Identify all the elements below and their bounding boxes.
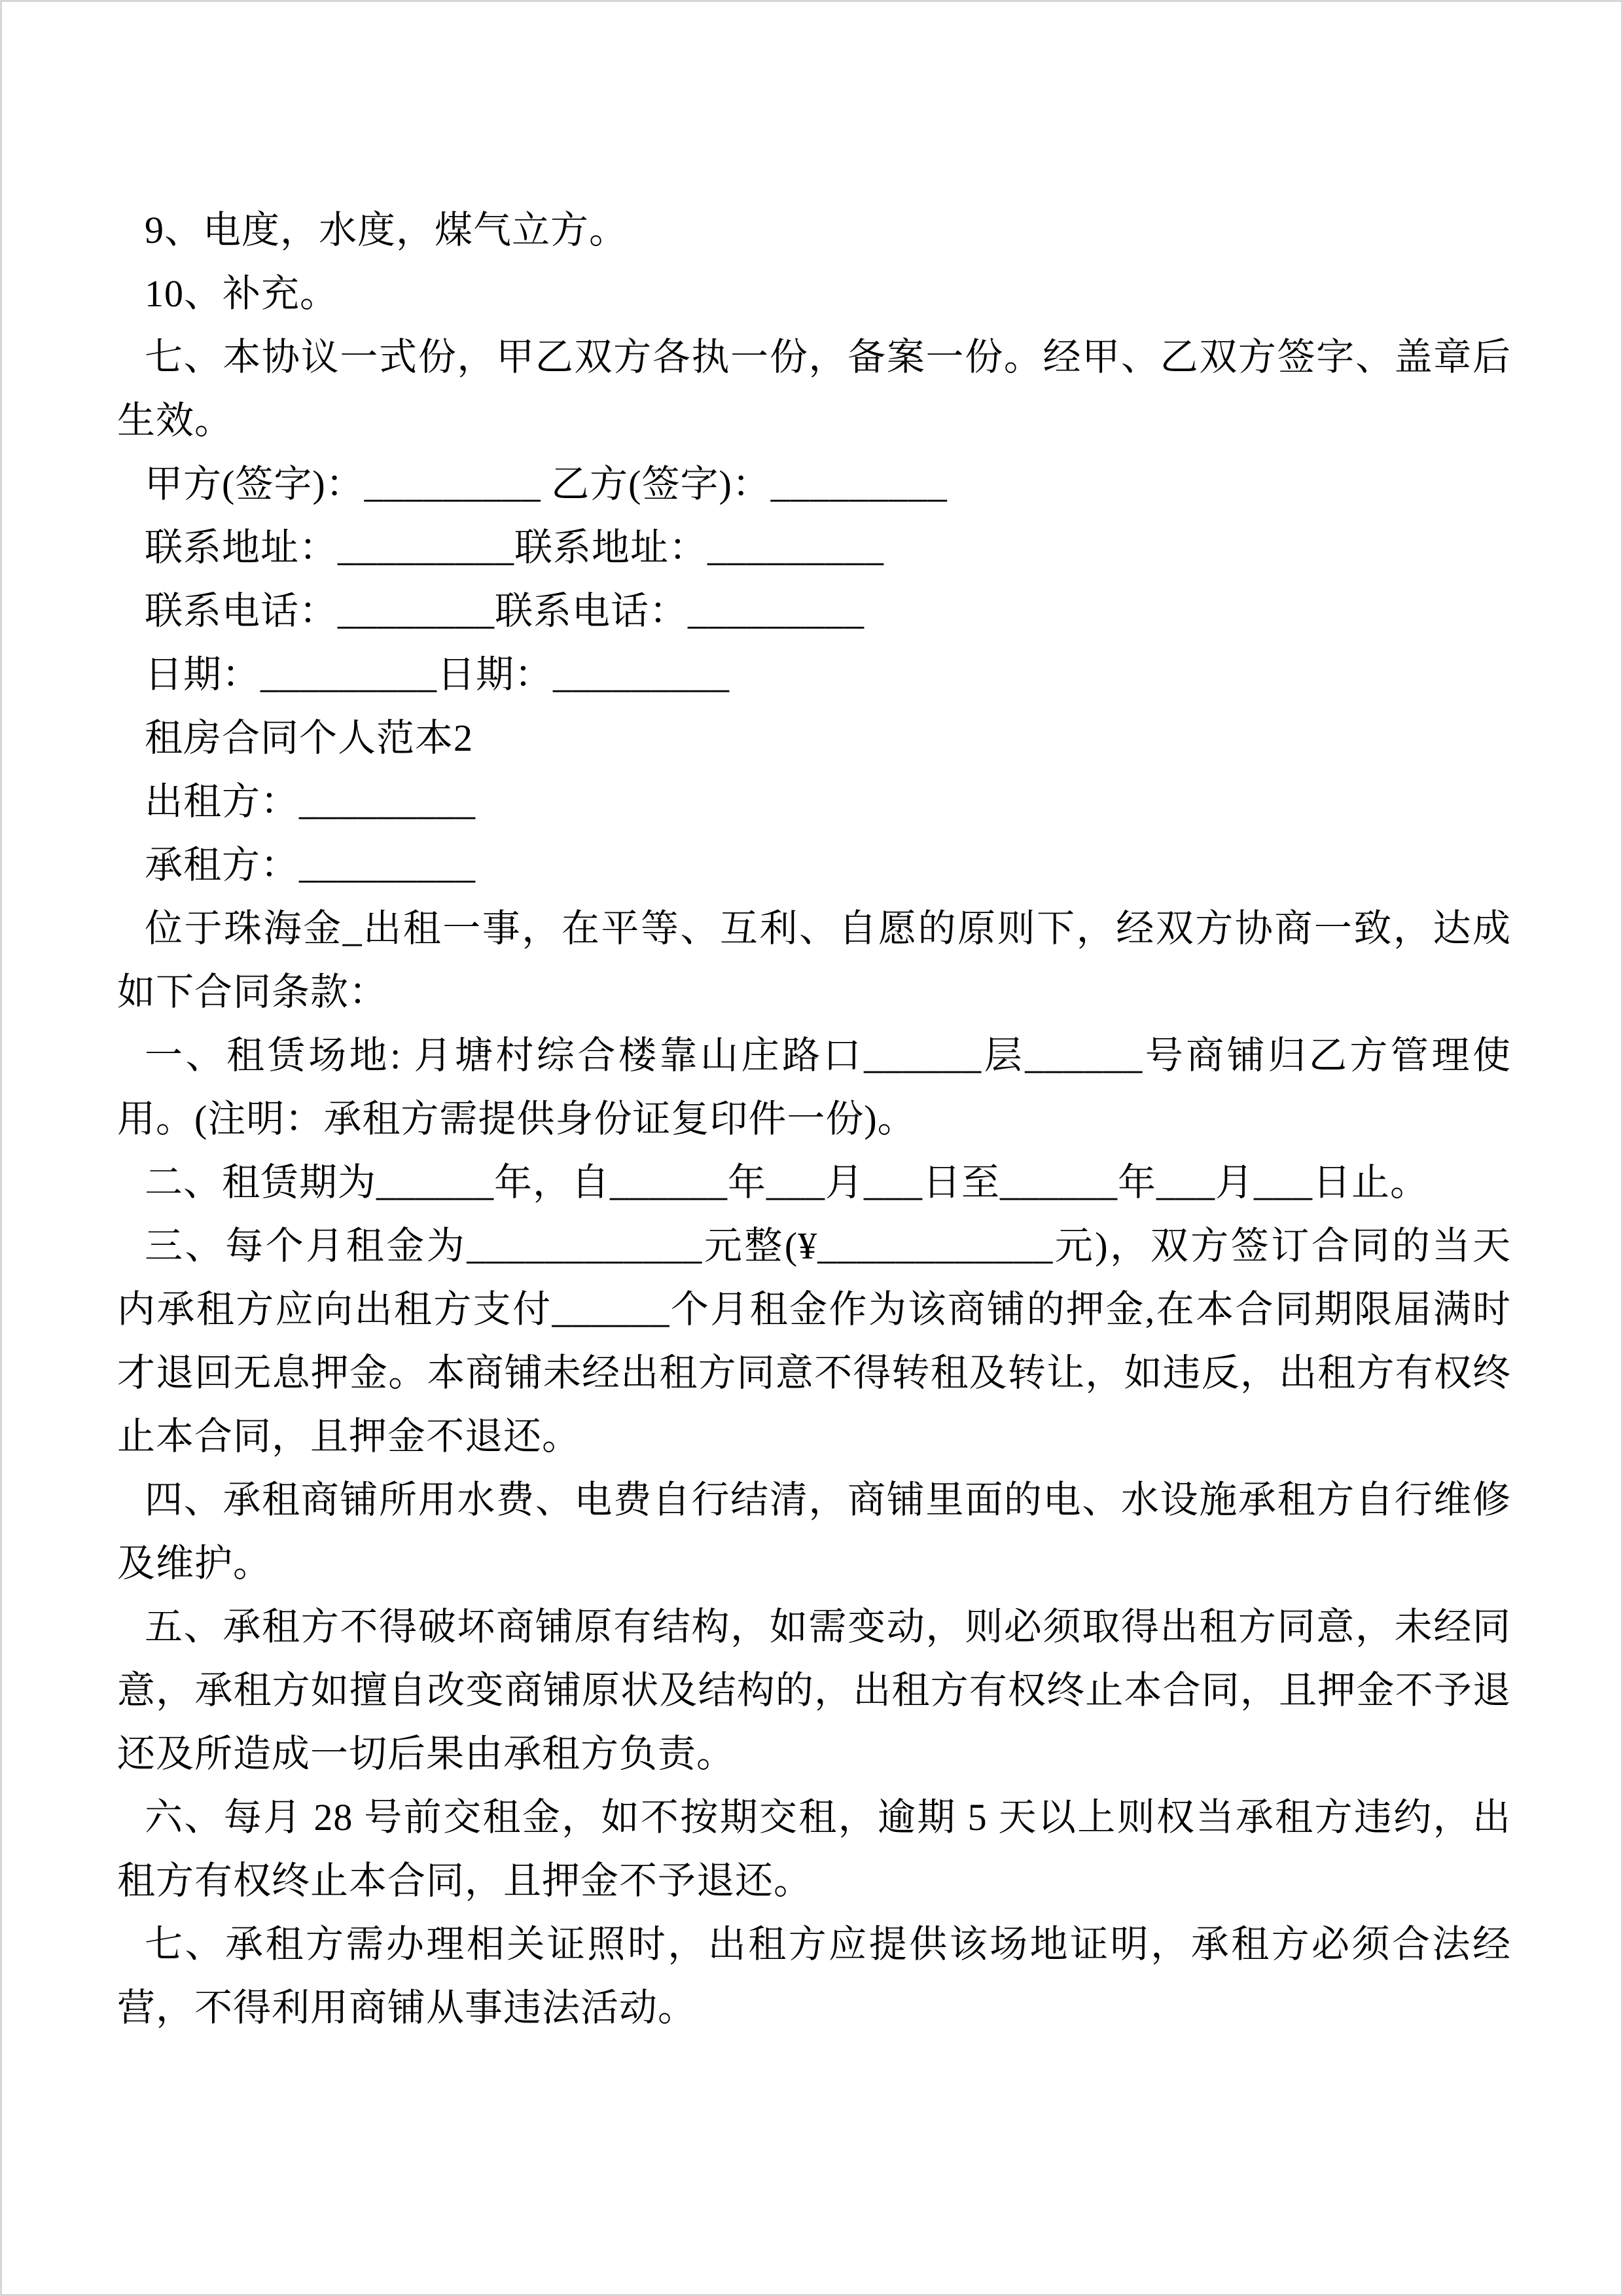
lessee-row: 承租方：_________ <box>145 844 476 886</box>
section-title-2: 租房合同个人范本2 <box>145 717 474 759</box>
signature-row: 甲方(签字)：_________ 乙方(签字)：_________ <box>145 463 948 505</box>
clause-item-10: 10、补充。 <box>145 272 339 315</box>
clause-7-execution: 七、本协议一式份，甲乙双方各执一份，备案一份。经甲、乙双方签字、盖章后生效。 <box>117 336 1511 442</box>
clause-4-utilities: 四、承租商铺所用水费、电费自行结清，商铺里面的电、水设施承租方自行维修及维护。 <box>117 1479 1511 1585</box>
lessor-row: 出租方：_________ <box>145 780 476 823</box>
contract-body <box>117 198 1511 2039</box>
clause-6-payment: 六、每月 28 号前交租金，如不按期交租，逾期 5 天以上则权当承租方违约，出租方有权终止本合同，且押金不予退还。 <box>117 1796 1511 1902</box>
address-row: 联系地址：_________联系地址：_________ <box>145 526 885 569</box>
clause-2-term: 二、租赁期为______年，自______年___月___日至______年___月___日止。 <box>145 1161 1429 1204</box>
clause-7-license: 七、承租方需办理相关证照时，出租方应提供该场地证明，承租方必须合法经营，不得利用商铺从事违法活动。 <box>117 1923 1511 2029</box>
clause-1-premises: 一、租赁场地: 月塘村综合楼靠山庄路口______层______号商铺归乙方管理使用。(注明：承租方需提供身份证复印件一份)。 <box>117 1034 1511 1140</box>
preamble: 位于珠海金_出租一事，在平等、互利、自愿的原则下，经双方协商一致，达成如下合同条款： <box>117 907 1511 1013</box>
clause-3-rent: 三、每个月租金为____________元整(¥____________元)，双方签订合同的当天内承租方应向出租方支付______个月租金作为该商铺的押金,在本合同期限届满时才退回无息押金。本商铺未经出租方同意不得转租及转让，如违反，出租方有权终止本合同，且押金不退还。 <box>117 1225 1511 1458</box>
phone-row: 联系电话：________联系电话：_________ <box>145 590 865 632</box>
clause-5-structure: 五、承租方不得破坏商铺原有结构，如需变动，则必须取得出租方同意，未经同意，承租方如擅自改变商铺原状及结构的，出租方有权终止本合同，且押金不予退还及所造成一切后果由承租方负责。 <box>117 1605 1511 1775</box>
clause-item-9: 9、电度，水度，煤气立方。 <box>145 209 628 251</box>
date-row: 日期：_________日期：_________ <box>145 653 730 696</box>
